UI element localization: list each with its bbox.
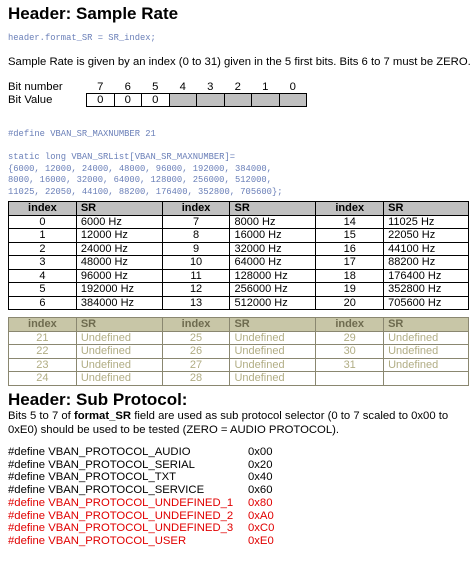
- column-header: index: [316, 318, 384, 332]
- define-value: 0xC0: [248, 522, 275, 535]
- index-cell: 14: [316, 215, 384, 229]
- index-cell: 23: [9, 358, 77, 372]
- sr-cell: [384, 372, 469, 386]
- bit-value-cell: 0: [87, 94, 115, 107]
- column-header: index: [9, 202, 77, 216]
- define-name: #define VBAN_PROTOCOL_SERVICE: [8, 484, 205, 497]
- bit-number: 3: [207, 81, 214, 93]
- sr-cell: Undefined: [230, 358, 316, 372]
- bit-value-row: [8, 94, 307, 107]
- bit-number: 0: [289, 81, 296, 93]
- bit-number: 7: [97, 81, 104, 93]
- bit-value-cell: [252, 94, 280, 107]
- bit-value-cell: [197, 94, 225, 107]
- index-cell: 1: [9, 229, 77, 243]
- index-cell: 17: [316, 256, 384, 270]
- table-row: [9, 331, 469, 345]
- sr-cell: 88200 Hz: [384, 256, 469, 270]
- bit-number: 1: [262, 81, 269, 93]
- sr-cell: 22050 Hz: [384, 229, 469, 243]
- define-name: #define VBAN_PROTOCOL_USER: [8, 534, 187, 547]
- sample-rate-table: [8, 201, 469, 310]
- table-row: [9, 242, 469, 256]
- bit-value-cell: [279, 94, 307, 107]
- column-header: SR: [384, 318, 469, 332]
- bit-value-cell: 0: [142, 94, 170, 107]
- sr-cell: 12000 Hz: [76, 229, 162, 243]
- define-value: 0xA0: [248, 509, 274, 522]
- protocol-define-row: [8, 497, 274, 510]
- column-header: index: [162, 318, 230, 332]
- sr-cell: Undefined: [384, 358, 469, 372]
- bit-value-label: Bit Value: [8, 94, 53, 106]
- index-cell: 16: [316, 242, 384, 256]
- sample-rate-title: Header: Sample Rate: [8, 4, 179, 23]
- sub-protocol-title: Header: Sub Protocol:: [8, 390, 188, 409]
- code-line: static long VBAN_SRList[VBAN_SR_MAXNUMBER]=: [8, 152, 235, 162]
- sr-cell: 176400 Hz: [384, 269, 469, 283]
- index-cell: 15: [316, 229, 384, 243]
- protocol-define-row: [8, 459, 274, 472]
- define-name: #define VBAN_PROTOCOL_SERIAL: [8, 458, 195, 471]
- index-cell: 3: [9, 256, 77, 270]
- sr-cell: 384000 Hz: [76, 296, 162, 310]
- sr-cell: 128000 Hz: [230, 269, 316, 283]
- protocol-define-row: [8, 484, 274, 497]
- sr-cell: 96000 Hz: [76, 269, 162, 283]
- index-cell: 9: [162, 242, 230, 256]
- index-cell: 6: [9, 296, 77, 310]
- sr-cell: 512000 Hz: [230, 296, 316, 310]
- table-row: [9, 256, 469, 270]
- define-value: 0x80: [248, 496, 273, 509]
- table-row: [9, 372, 469, 386]
- table-row: [9, 296, 469, 310]
- column-header: SR: [384, 202, 469, 216]
- define-value: 0xE0: [248, 534, 274, 547]
- desc-field-name: format_SR: [73, 410, 132, 422]
- sr-cell: 24000 Hz: [76, 242, 162, 256]
- index-cell: 28: [162, 372, 230, 386]
- sample-rate-description: Sample Rate is given by an index (0 to 31) given in the 5 first bits. Bits 6 to 7 must be ZERO.: [8, 56, 471, 68]
- index-cell: 31: [316, 358, 384, 372]
- table-header-row: [9, 202, 469, 216]
- sr-cell: Undefined: [76, 331, 162, 345]
- srlist-code: [8, 152, 283, 198]
- sr-cell: 16000 Hz: [230, 229, 316, 243]
- define-name: #define VBAN_PROTOCOL_UNDEFINED_2: [8, 509, 234, 522]
- index-cell: 30: [316, 345, 384, 359]
- define-maxnumber-code: #define VBAN_SR_MAXNUMBER 21: [8, 129, 156, 139]
- bit-number: 4: [179, 81, 186, 93]
- index-cell: 11: [162, 269, 230, 283]
- table-row: [9, 345, 469, 359]
- column-header: SR: [76, 202, 162, 216]
- bit-value-cell: [224, 94, 252, 107]
- bit-table: [8, 81, 307, 107]
- define-value: 0x20: [248, 458, 273, 471]
- define-name: #define VBAN_PROTOCOL_AUDIO: [8, 446, 191, 458]
- column-header: SR: [230, 202, 316, 216]
- desc-text: Bits 5 to 7 of: [8, 410, 74, 422]
- index-cell: 25: [162, 331, 230, 345]
- sr-cell: 44100 Hz: [384, 242, 469, 256]
- index-cell: 21: [9, 331, 77, 345]
- table-row: [9, 283, 469, 297]
- column-header: index: [316, 202, 384, 216]
- define-name: #define VBAN_PROTOCOL_UNDEFINED_1: [8, 496, 234, 509]
- index-cell: 12: [162, 283, 230, 297]
- sr-cell: 32000 Hz: [230, 242, 316, 256]
- index-cell: 13: [162, 296, 230, 310]
- index-cell: 0: [9, 215, 77, 229]
- code-line: 11025, 22050, 44100, 88200, 176400, 352800, 705600};: [8, 186, 283, 197]
- index-cell: 7: [162, 215, 230, 229]
- sr-cell: Undefined: [384, 331, 469, 345]
- protocol-define-list: [8, 446, 274, 548]
- protocol-define-row: [8, 471, 274, 484]
- table-row: [9, 269, 469, 283]
- sr-cell: 192000 Hz: [76, 283, 162, 297]
- index-cell: 2: [9, 242, 77, 256]
- index-cell: 19: [316, 283, 384, 297]
- sub-protocol-description: [8, 409, 474, 437]
- define-value: 0x40: [248, 471, 273, 484]
- define-name: #define VBAN_PROTOCOL_TXT: [8, 471, 177, 484]
- code-line: {6000, 12000, 24000, 48000, 96000, 192000, 384000,: [8, 163, 272, 174]
- index-cell: 4: [9, 269, 77, 283]
- column-header: index: [162, 202, 230, 216]
- protocol-define-row: [8, 535, 274, 548]
- sr-cell: Undefined: [230, 331, 316, 345]
- sr-cell: Undefined: [230, 372, 316, 386]
- bit-number-row: [8, 81, 307, 94]
- index-cell: [316, 372, 384, 386]
- sr-cell: 48000 Hz: [76, 256, 162, 270]
- index-cell: 26: [162, 345, 230, 359]
- define-name: #define VBAN_PROTOCOL_UNDEFINED_3: [8, 522, 234, 535]
- sr-cell: 11025 Hz: [384, 215, 469, 229]
- table-header-row: [9, 318, 469, 332]
- sr-cell: Undefined: [76, 372, 162, 386]
- index-cell: 24: [9, 372, 77, 386]
- bit-number: 5: [152, 81, 159, 93]
- sr-cell: Undefined: [76, 358, 162, 372]
- column-header: SR: [230, 318, 316, 332]
- sr-cell: 256000 Hz: [230, 283, 316, 297]
- define-value: 0x00: [248, 446, 273, 458]
- sr-cell: Undefined: [384, 345, 469, 359]
- index-cell: 29: [316, 331, 384, 345]
- sr-cell: 8000 Hz: [230, 215, 316, 229]
- index-cell: 10: [162, 256, 230, 270]
- index-cell: 22: [9, 345, 77, 359]
- bit-value-cell: 0: [114, 94, 142, 107]
- sr-cell: Undefined: [76, 345, 162, 359]
- bit-number: 2: [234, 81, 241, 93]
- index-cell: 8: [162, 229, 230, 243]
- index-cell: 27: [162, 358, 230, 372]
- define-value: 0x60: [248, 484, 273, 497]
- index-cell: 18: [316, 269, 384, 283]
- table-row: [9, 358, 469, 372]
- bit-number: 6: [124, 81, 131, 93]
- column-header: index: [9, 318, 77, 332]
- protocol-define-row: [8, 510, 274, 523]
- table-row: [9, 229, 469, 243]
- undefined-sample-rate-table: [8, 317, 469, 386]
- protocol-define-row: [8, 446, 274, 459]
- sr-cell: 64000 Hz: [230, 256, 316, 270]
- index-cell: 5: [9, 283, 77, 297]
- bit-number-label: Bit number: [8, 81, 63, 94]
- protocol-define-row: [8, 522, 274, 535]
- format-sr-code: header.format_SR = SR_index;: [8, 33, 156, 43]
- sr-cell: 352800 Hz: [384, 283, 469, 297]
- sr-cell: 6000 Hz: [76, 215, 162, 229]
- desc-text: field are used as sub protocol selector (0 to 7 scaled to 0x00 to 0xE0) should be used to be tested (ZERO = AUDIO PROTOCOL).: [8, 410, 449, 436]
- index-cell: 20: [316, 296, 384, 310]
- code-line: 8000, 16000, 32000, 64000, 128000, 256000, 512000,: [8, 175, 272, 185]
- sr-cell: 705600 Hz: [384, 296, 469, 310]
- sr-cell: Undefined: [230, 345, 316, 359]
- bit-value-cell: [169, 94, 197, 107]
- column-header: SR: [76, 318, 162, 332]
- table-row: [9, 215, 469, 229]
